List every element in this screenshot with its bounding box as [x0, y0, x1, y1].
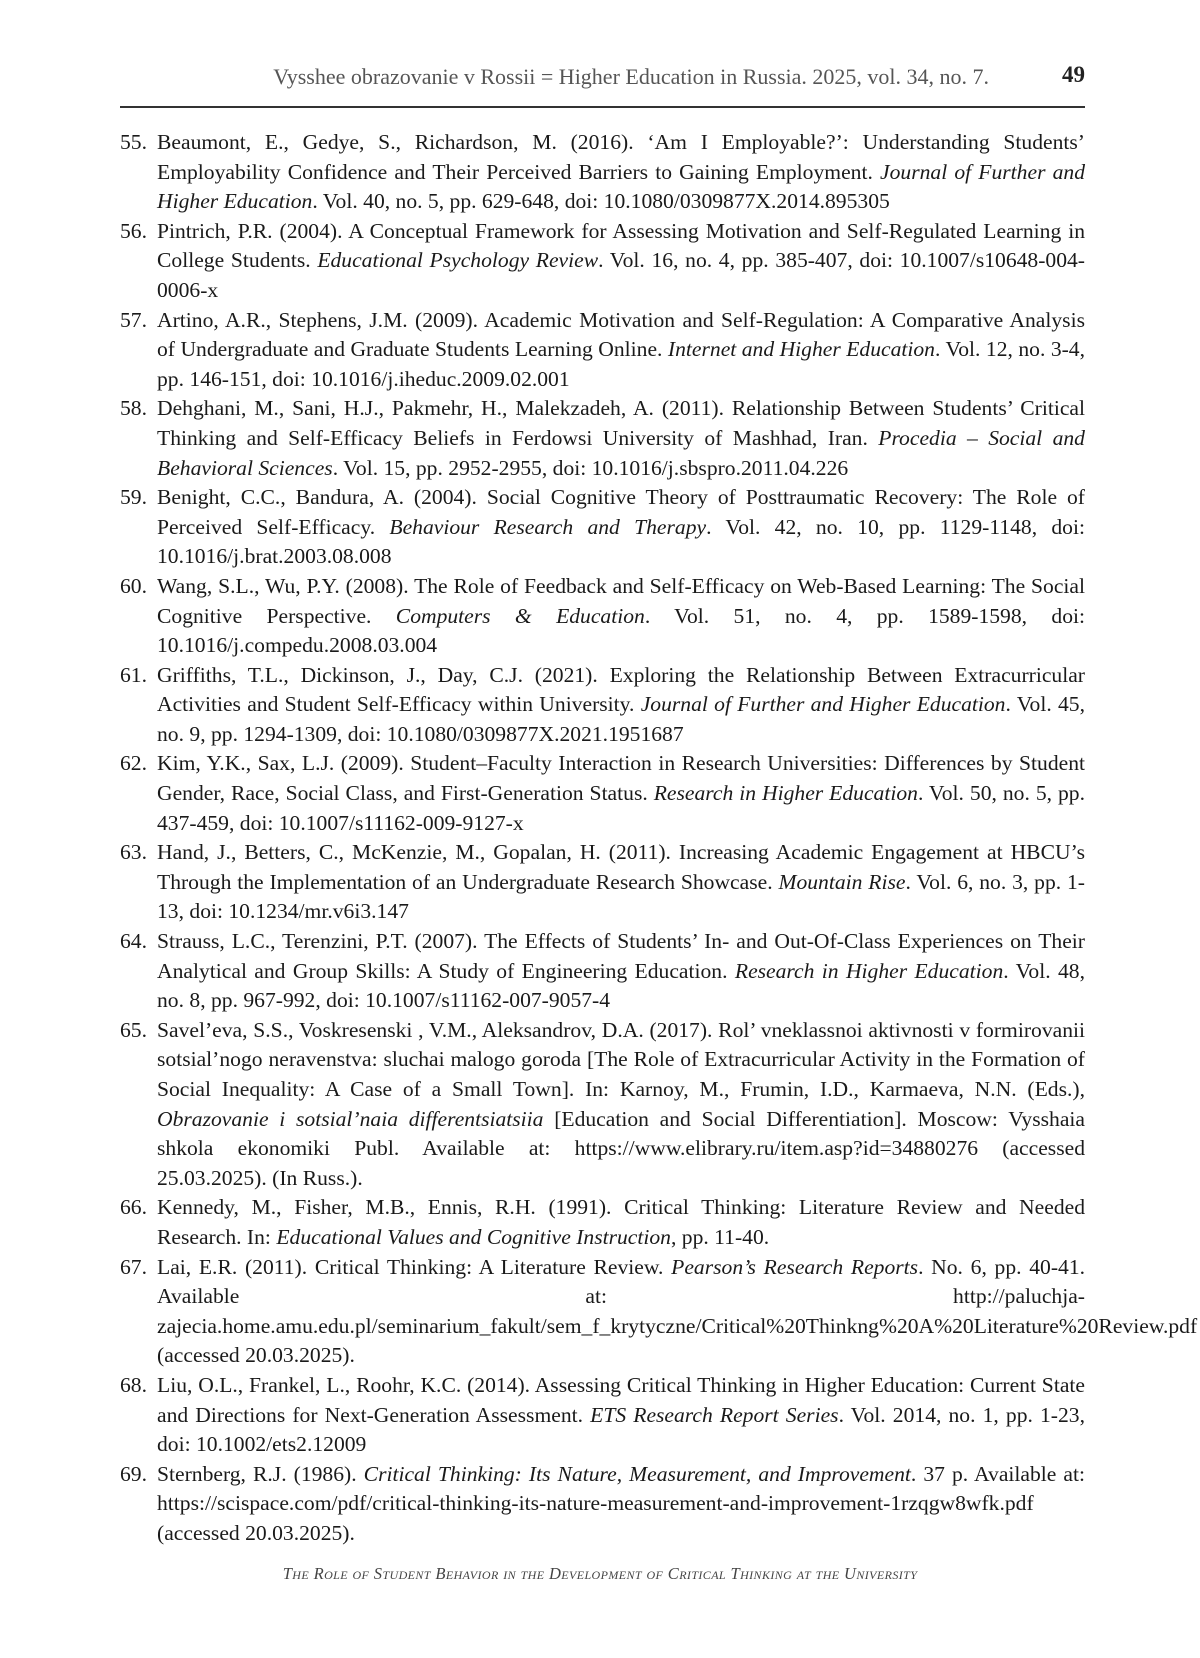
- reference-number: 59.: [120, 485, 147, 510]
- reference-number: 55.: [120, 130, 147, 154]
- reference-text: Griffiths, T.L., Dickinson, J., Day, C.J. (2021). Exploring the Relationship Between Extracurricular Activities and Student Self-Efficacy within University.: [157, 662, 1085, 717]
- reference-source: Procedia – Social and Behavioral Sciences: [157, 425, 1085, 480]
- reference-details: . Vol. 15, pp. 2952-2955, doi: 10.1016/j.sbspro.2011.04.226: [332, 455, 849, 480]
- reference-details: . Vol. 12, no. 3-4, pp. 146-151, doi: 10.1016/j.iheduc.2009.02.001: [157, 337, 1085, 391]
- reference-item: [120, 394, 1085, 483]
- reference-details: . Vol. 50, no. 5, pp. 437-459, doi: 10.1007/s11162-009-9127-x: [157, 781, 1085, 835]
- reference-text: Beaumont, E., Gedye, S., Richardson, M. (2016). ‘Am I Employable?’: Understanding Students’ Employability Confidence and Their Perceived Barriers to Gaining Employment.: [157, 130, 1085, 184]
- reference-number: 63.: [120, 840, 147, 865]
- reference-number: 64.: [120, 929, 147, 954]
- reference-text: Dehghani, M., Sani, H.J., Pakmehr, H., Malekzadeh, A. (2011). Relationship Between Students’ Critical Thinking and Self-Efficacy Beliefs in Ferdowsi University of Mashhad, Iran.: [157, 396, 1085, 450]
- reference-item: [120, 1253, 1198, 1371]
- reference-number: 62.: [120, 751, 147, 776]
- reference-source: Internet and Higher Education: [667, 337, 935, 362]
- reference-item: [120, 483, 1085, 572]
- reference-item: [120, 128, 1085, 217]
- reference-text: Sternberg, R.J. (1986).: [157, 1461, 364, 1486]
- reference-item: [120, 1193, 1085, 1252]
- reference-source: Research in Higher Education: [653, 781, 918, 806]
- journal-title: Vysshee obrazovanie v Rossii = Higher Education in Russia. 2025, vol. 34, no. 7.: [273, 64, 989, 89]
- reference-text: Kennedy, M., Fisher, M.B., Ennis, R.H. (1991). Critical Thinking: Literature Review and Needed Research. In:: [157, 1195, 1085, 1249]
- reference-source: Obrazovanie i sotsial’naia differentsiatsiia: [157, 1106, 544, 1131]
- reference-details: [Education and Social Differentiation]. Moscow: Vysshaia shkola ekonomiki Publ. Available at: https://www.elibrary.ru/item.asp?id=34880276 (accessed 25.03.2025). (In Russ.).: [157, 1106, 1085, 1190]
- reference-text: Lai, E.R. (2011). Critical Thinking: A Literature Review.: [157, 1254, 672, 1279]
- reference-source: Critical Thinking: Its Nature, Measurement, and Improvement: [363, 1461, 911, 1486]
- reference-details: . Vol. 2014, no. 1, pp. 1-23, doi: 10.1002/ets2.12009: [157, 1402, 1085, 1457]
- reference-text: Artino, A.R., Stephens, J.M. (2009). Academic Motivation and Self-Regulation: A Comparative Analysis of Undergraduate and Graduate Students Learning Online.: [157, 307, 1085, 362]
- reference-source: Research in Higher Education: [734, 958, 1004, 983]
- reference-item: [120, 1371, 1085, 1460]
- reference-item: [120, 1016, 1085, 1194]
- reference-number: 67.: [120, 1254, 147, 1279]
- reference-details: . Vol. 6, no. 3, pp. 1-13, doi: 10.1234/mr.v6i3.147: [157, 869, 1085, 924]
- reference-text: Kim, Y.K., Sax, L.J. (2009). Student–Faculty Interaction in Research Universities: Differences by Student Gender, Race, Social Class, and First-Generation Status.: [157, 751, 1085, 806]
- reference-text: Pintrich, P.R. (2004). A Conceptual Framework for Assessing Motivation and Self-Regulated Learning in College Students.: [157, 218, 1085, 273]
- reference-details: . Vol. 42, no. 10, pp. 1129-1148, doi: 10.1016/j.brat.2003.08.008: [157, 514, 1085, 569]
- reference-source: Behaviour Research and Therapy: [389, 514, 707, 539]
- reference-source: Journal of Further and Higher Education: [640, 692, 1006, 717]
- reference-item: [120, 572, 1085, 661]
- reference-source: Computers & Education: [395, 603, 645, 628]
- reference-item: [120, 838, 1085, 927]
- reference-details: . Vol. 16, no. 4, pp. 385-407, doi: 10.1007/s10648-004-0006-x: [157, 248, 1086, 302]
- reference-details: . 37 p. Available at: https://scispace.com/pdf/critical-thinking-its-nature-measurement-and-improvement-1rzqgw8wfk.pdf (accessed 20.03.2025).: [157, 1461, 1085, 1545]
- running-footer-title: The Role of Student Behavior in the Development of Critical Thinking at the University: [282, 1564, 918, 1583]
- reference-details: . Vol. 45, no. 9, pp. 1294-1309, doi: 10.1080/0309877X.2021.1951687: [157, 692, 1086, 746]
- reference-source: Mountain Rise: [778, 869, 906, 894]
- reference-item: [120, 217, 1085, 306]
- reference-text: Liu, O.L., Frankel, L., Roohr, K.C. (2014). Assessing Critical Thinking in Higher Education: Current State and Directions for Next-Generation Assessment.: [157, 1372, 1085, 1427]
- running-header: [120, 62, 1085, 108]
- reference-text: Hand, J., Betters, C., McKenzie, M., Gopalan, H. (2011). Increasing Academic Engagement at HBCU’s Through the Implementation of an Undergraduate Research Showcase.: [157, 840, 1085, 894]
- reference-text: Strauss, L.C., Terenzini, P.T. (2007). The Effects of Students’ In- and Out-Of-Class Experiences on Their Analytical and Group Skills: A Study of Engineering Education.: [157, 929, 1085, 983]
- reference-details: . Vol. 51, no. 4, pp. 1589-1598, doi: 10.1016/j.compedu.2008.03.004: [157, 603, 1085, 658]
- reference-number: 60.: [120, 573, 147, 598]
- reference-source: Educational Psychology Review: [317, 248, 599, 273]
- reference-number: 69.: [120, 1461, 147, 1486]
- reference-item: [120, 927, 1085, 1016]
- reference-number: 56.: [120, 218, 147, 243]
- reference-details: . No. 6, pp. 40-41. Available at: http://paluchja-zajecia.home.amu.edu.pl/seminarium_fakult/sem_f_krytyczne/Critical%20Thinkng%20A%20Literature%20Review.pdf (accessed 20.03.2025).: [157, 1254, 1198, 1368]
- reference-number: 68.: [120, 1372, 147, 1397]
- reference-item: [120, 306, 1085, 395]
- reference-item: [120, 1460, 1085, 1549]
- reference-item: [120, 749, 1085, 838]
- reference-details: . Vol. 40, no. 5, pp. 629-648, doi: 10.1080/0309877X.2014.895305: [312, 189, 890, 214]
- reference-number: 58.: [120, 396, 147, 421]
- reference-text: Wang, S.L., Wu, P.Y. (2008). The Role of Feedback and Self-Efficacy on Web-Based Learning: The Social Cognitive Perspective.: [157, 573, 1085, 628]
- page-number: 49: [1062, 62, 1085, 87]
- reference-number: 61.: [120, 662, 147, 687]
- reference-item: [120, 661, 1085, 750]
- reference-number: 65.: [120, 1017, 147, 1042]
- reference-text: Savel’eva, S.S., Voskresenski , V.M., Aleksandrov, D.A. (2017). Rol’ vneklassnoi aktivnosti v formirovanii sotsial’nogo neravenstva: sluchai malogo goroda [The Role of Extracurricular Activity in the Formation of Social Inequality: A Case of a Small Town]. In: Karnoy, M., Frumin, I.D., Karmaeva, N.N. (Eds.),: [157, 1017, 1085, 1101]
- reference-source: Educational Values and Cognitive Instruction: [276, 1224, 671, 1249]
- reference-source: ETS Research Report Series: [590, 1402, 839, 1427]
- reference-number: 57.: [120, 307, 147, 332]
- reference-list: [120, 128, 1198, 1549]
- reference-text: Benight, C.C., Bandura, A. (2004). Social Cognitive Theory of Posttraumatic Recovery: The Role of Perceived Self-Efficacy.: [157, 485, 1085, 539]
- reference-number: 66.: [120, 1195, 147, 1220]
- reference-details: . Vol. 48, no. 8, pp. 967-992, doi: 10.1007/s11162-007-9057-4: [157, 958, 1085, 1013]
- reference-source: Journal of Further and Higher Education: [157, 159, 1086, 214]
- reference-source: Pearson’s Research Reports: [671, 1254, 919, 1279]
- reference-details: , pp. 11-40.: [670, 1224, 770, 1249]
